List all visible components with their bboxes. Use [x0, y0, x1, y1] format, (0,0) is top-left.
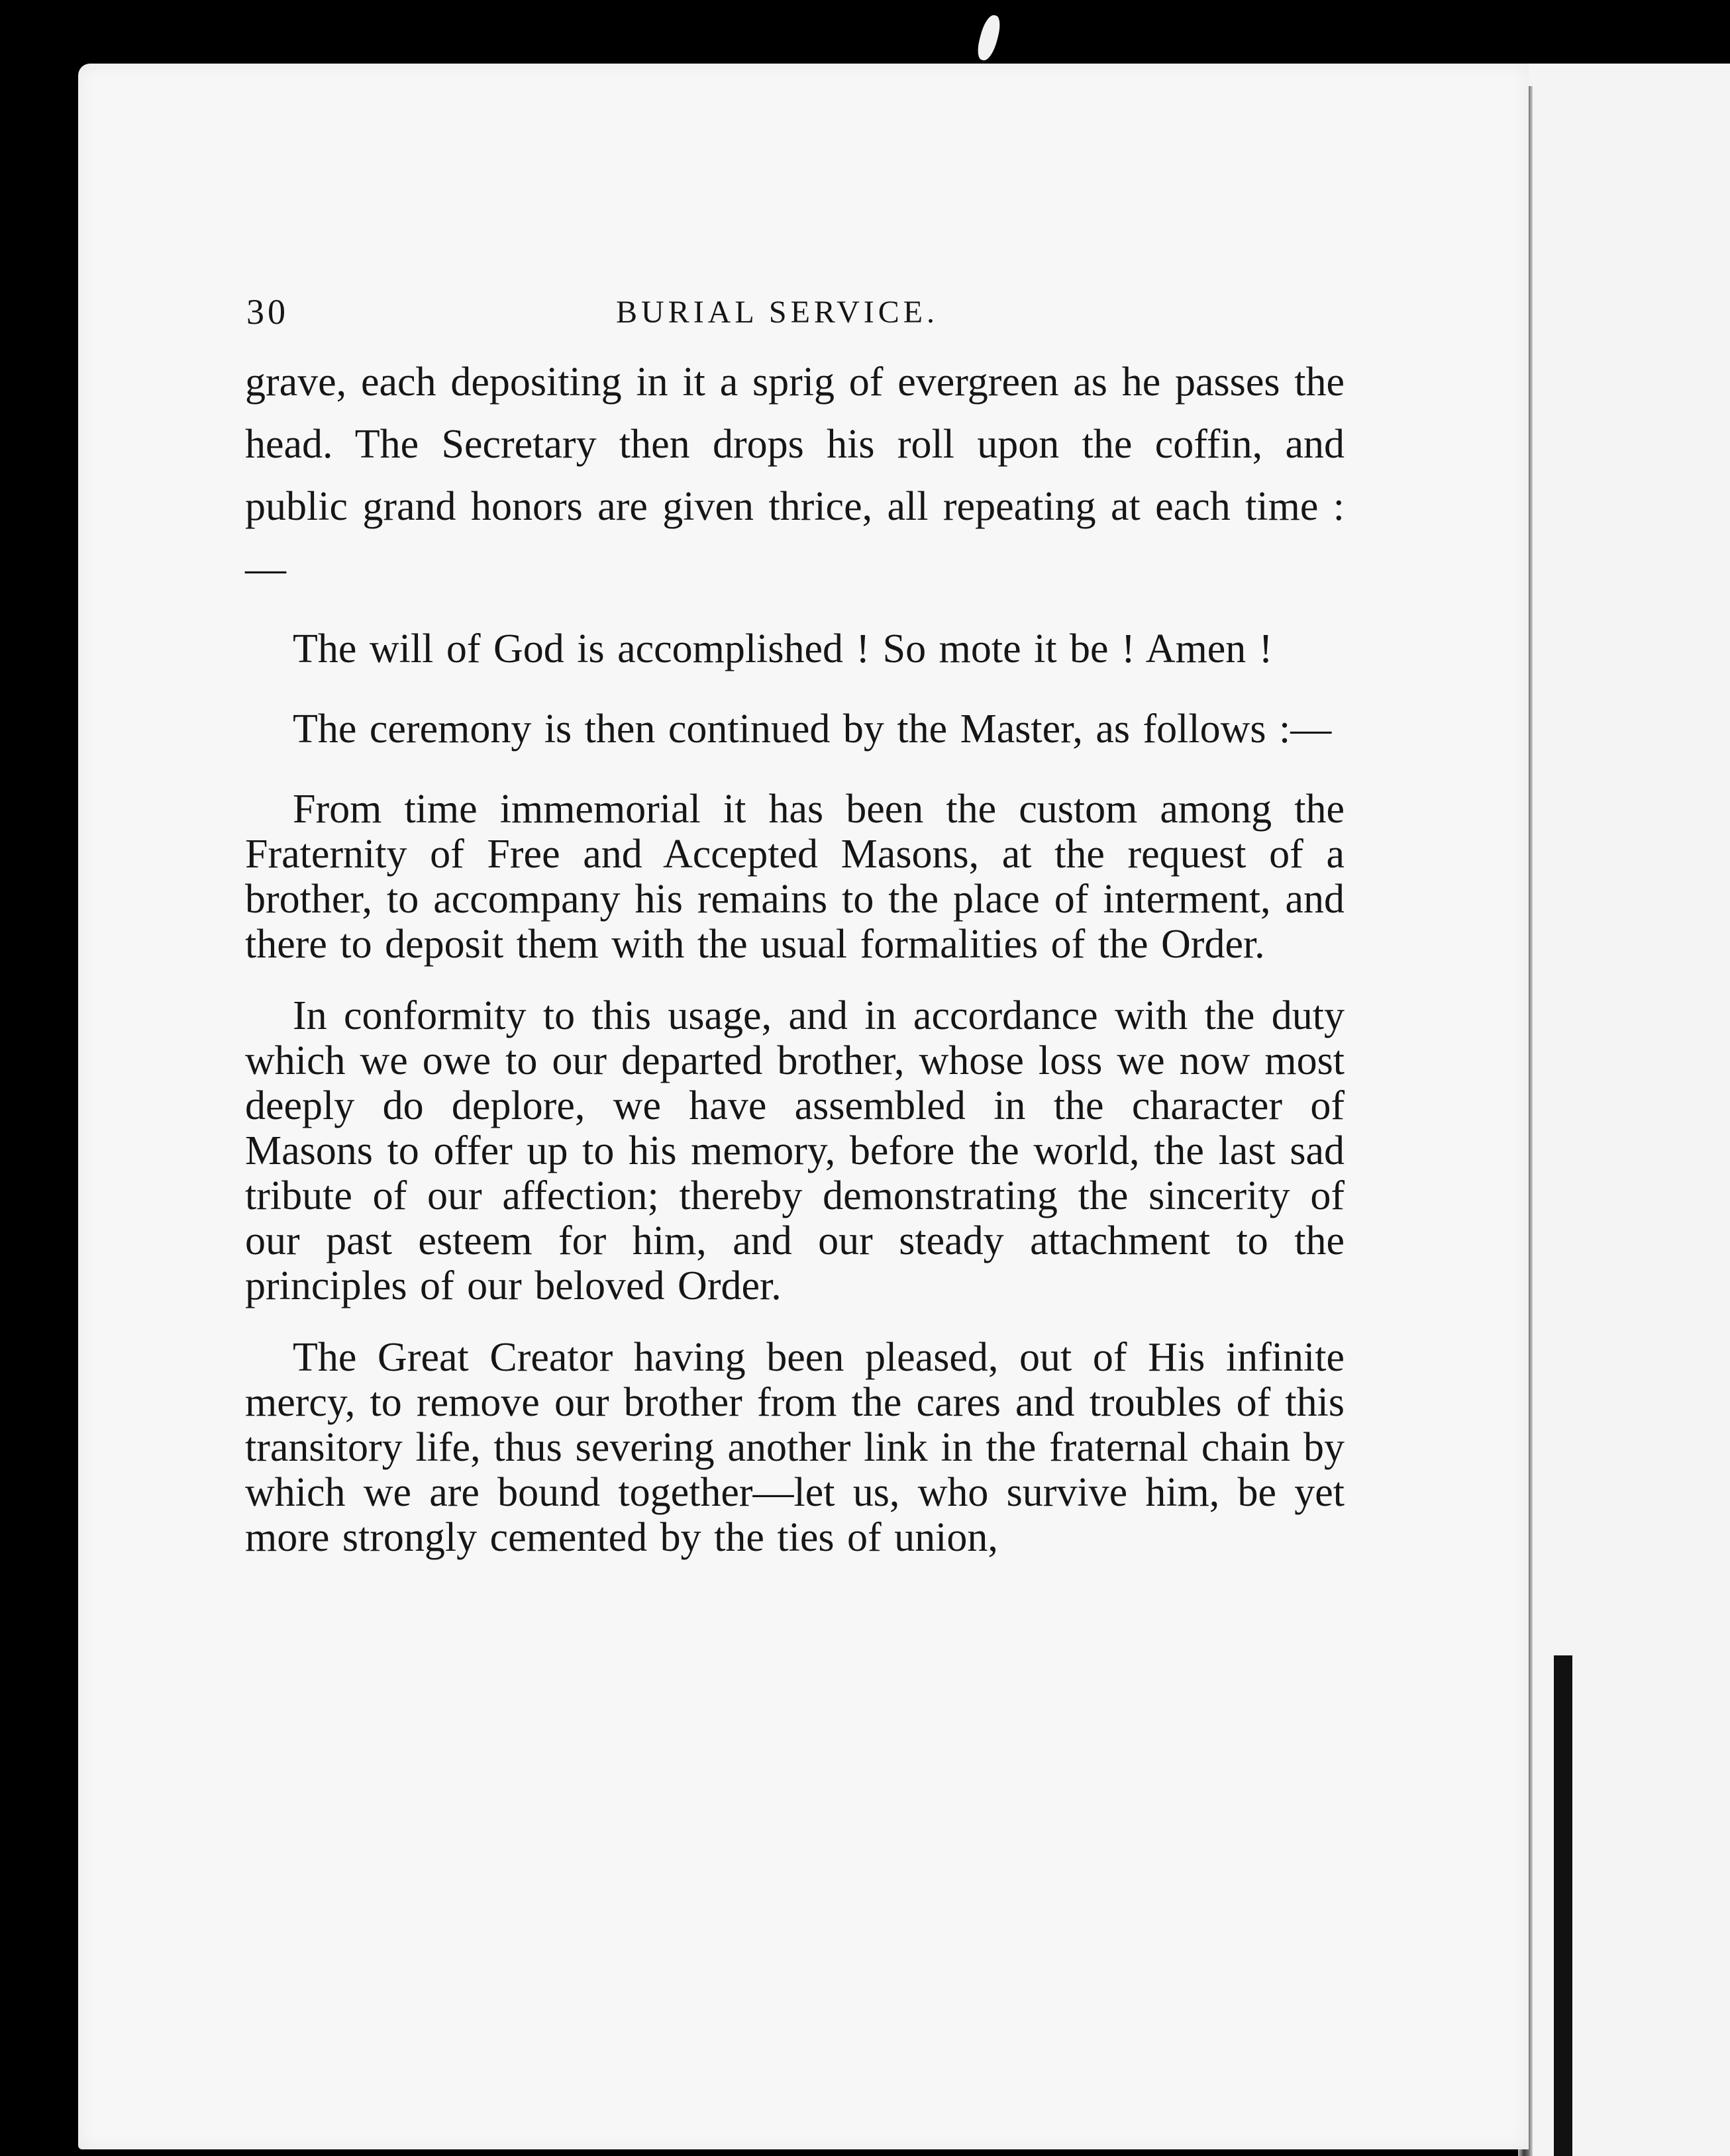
page-number: 30 — [246, 292, 289, 332]
paragraph-great-creator: The Great Creator having been pleased, out of His infinite mercy, to remove our brother from the cares and troubles of this transitory life, thus severing another link in the fraternal chain by which we are bound together—let us, who survive him, be yet more strongly cemented by the ties of union, — [245, 1335, 1345, 1560]
paragraph-conformity: In conformity to this usage, and in accordance with the duty which we owe to our departed brother, whose loss we now most deeply do deplore, we have assembled in the character of Masons to offer up to his memory, before the world, the last sad tribute of our affection; thereby demonstrating the sincerity of our past esteem for him, and our steady attachment to the principles of our beloved Order. — [245, 993, 1345, 1308]
gutter-shadow — [1554, 1655, 1572, 2156]
paragraph-time-immemorial: From time immemorial it has been the custom among the Fraternity of Free and Accepted Masons, at the request of a brother, to accompany his remains to the place of interment, and there to deposit them with the usual formalities of the Order. — [245, 787, 1345, 967]
paragraph-will-of-god: The will of God is accomplished ! So mote it be ! Amen ! — [293, 626, 1273, 671]
running-head — [245, 291, 1345, 351]
paragraph-grave: grave, each depositing in it a sprig of evergreen as he passes the head. The Secretary then drops his roll upon the coffin, and public grand honors are given thrice, all repeating at each time :— — [245, 360, 1345, 591]
paragraph-ceremony-continued: The ceremony is then continued by the Master, as follows :— — [293, 707, 1332, 752]
page-text — [245, 291, 1345, 1587]
running-title: BURIAL SERVICE. — [616, 295, 939, 330]
scan-smudge — [975, 13, 1003, 62]
